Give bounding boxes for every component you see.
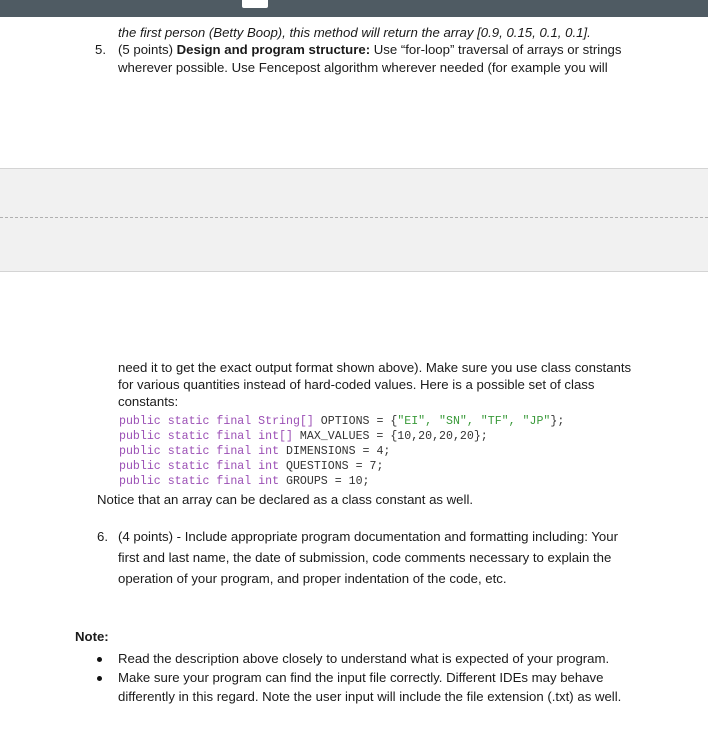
code-kw: public static final <box>119 415 259 428</box>
item-5-line-5: constants: <box>118 394 179 409</box>
note-label: Note: <box>75 629 109 644</box>
code-kw: public static final <box>119 475 259 488</box>
code-rest: MAX_VALUES = {10,20,20,20}; <box>299 430 488 443</box>
code-rest: QUESTIONS = 7; <box>286 460 384 473</box>
code-end: }; <box>550 415 565 428</box>
code-kw: public static final <box>119 445 259 458</box>
viewer-toolbar <box>0 0 708 17</box>
note-bullet-2-cont: differently in this regard. Note the user input will include the file extension (.txt) as well. <box>118 689 622 704</box>
item-6-number: 6. <box>97 529 108 544</box>
note-bullet-2: Make sure your program can find the input file correctly. Different IDEs may behave <box>118 670 604 685</box>
code-type: int <box>258 460 286 473</box>
bullet-icon <box>97 676 102 681</box>
code-rest: GROUPS = 10; <box>286 475 370 488</box>
item-5-line-4: for various quantities instead of hard-coded values. Here is a possible set of class <box>118 377 595 392</box>
code-type: String[] <box>258 415 321 428</box>
code-type: int <box>258 445 286 458</box>
code-kw: public static final <box>119 430 259 443</box>
code-line <box>119 474 564 489</box>
code-line <box>119 459 564 474</box>
notice-text: Notice that an array can be declared as a class constant as well. <box>97 492 474 507</box>
code-kw: public static final <box>119 460 259 473</box>
code-line <box>119 429 564 444</box>
item-5-number: 5. <box>95 42 106 57</box>
page-break-line <box>0 217 708 218</box>
code-rest: DIMENSIONS = 4; <box>286 445 391 458</box>
item-5-line-2: wherever possible. Use Fencepost algorithm wherever needed (for example you will <box>118 60 608 75</box>
code-line <box>119 444 564 459</box>
item-6-line-2: first and last name, the date of submission, code comments necessary to explain the <box>118 550 612 565</box>
item-5-line-1: (5 points) Design and program structure: Use “for-loop” traversal of arrays or strings <box>118 42 622 57</box>
bullet-icon <box>97 657 102 662</box>
page-break-gap <box>0 168 708 272</box>
code-rest: OPTIONS = { <box>320 415 398 428</box>
item-6-line-3: operation of your program, and proper indentation of the code, etc. <box>118 571 507 586</box>
note-bullet-1: Read the description above closely to understand what is expected of your program. <box>118 651 610 666</box>
code-str: "EI", "SN", "TF", "JP" <box>397 415 551 428</box>
code-line <box>119 414 564 429</box>
code-type: int <box>258 475 286 488</box>
code-type: int[] <box>258 430 300 443</box>
item-6-line-1: (4 points) - Include appropriate program documentation and formatting including: Your <box>118 529 618 544</box>
page-number-box[interactable] <box>242 0 268 8</box>
previous-text-line: the first person (Betty Boop), this method will return the array [0.9, 0.15, 0.1, 0.1]. <box>118 25 591 40</box>
code-block <box>119 414 564 489</box>
item-5-line-3: need it to get the exact output format shown above). Make sure you use class constants <box>118 360 632 375</box>
